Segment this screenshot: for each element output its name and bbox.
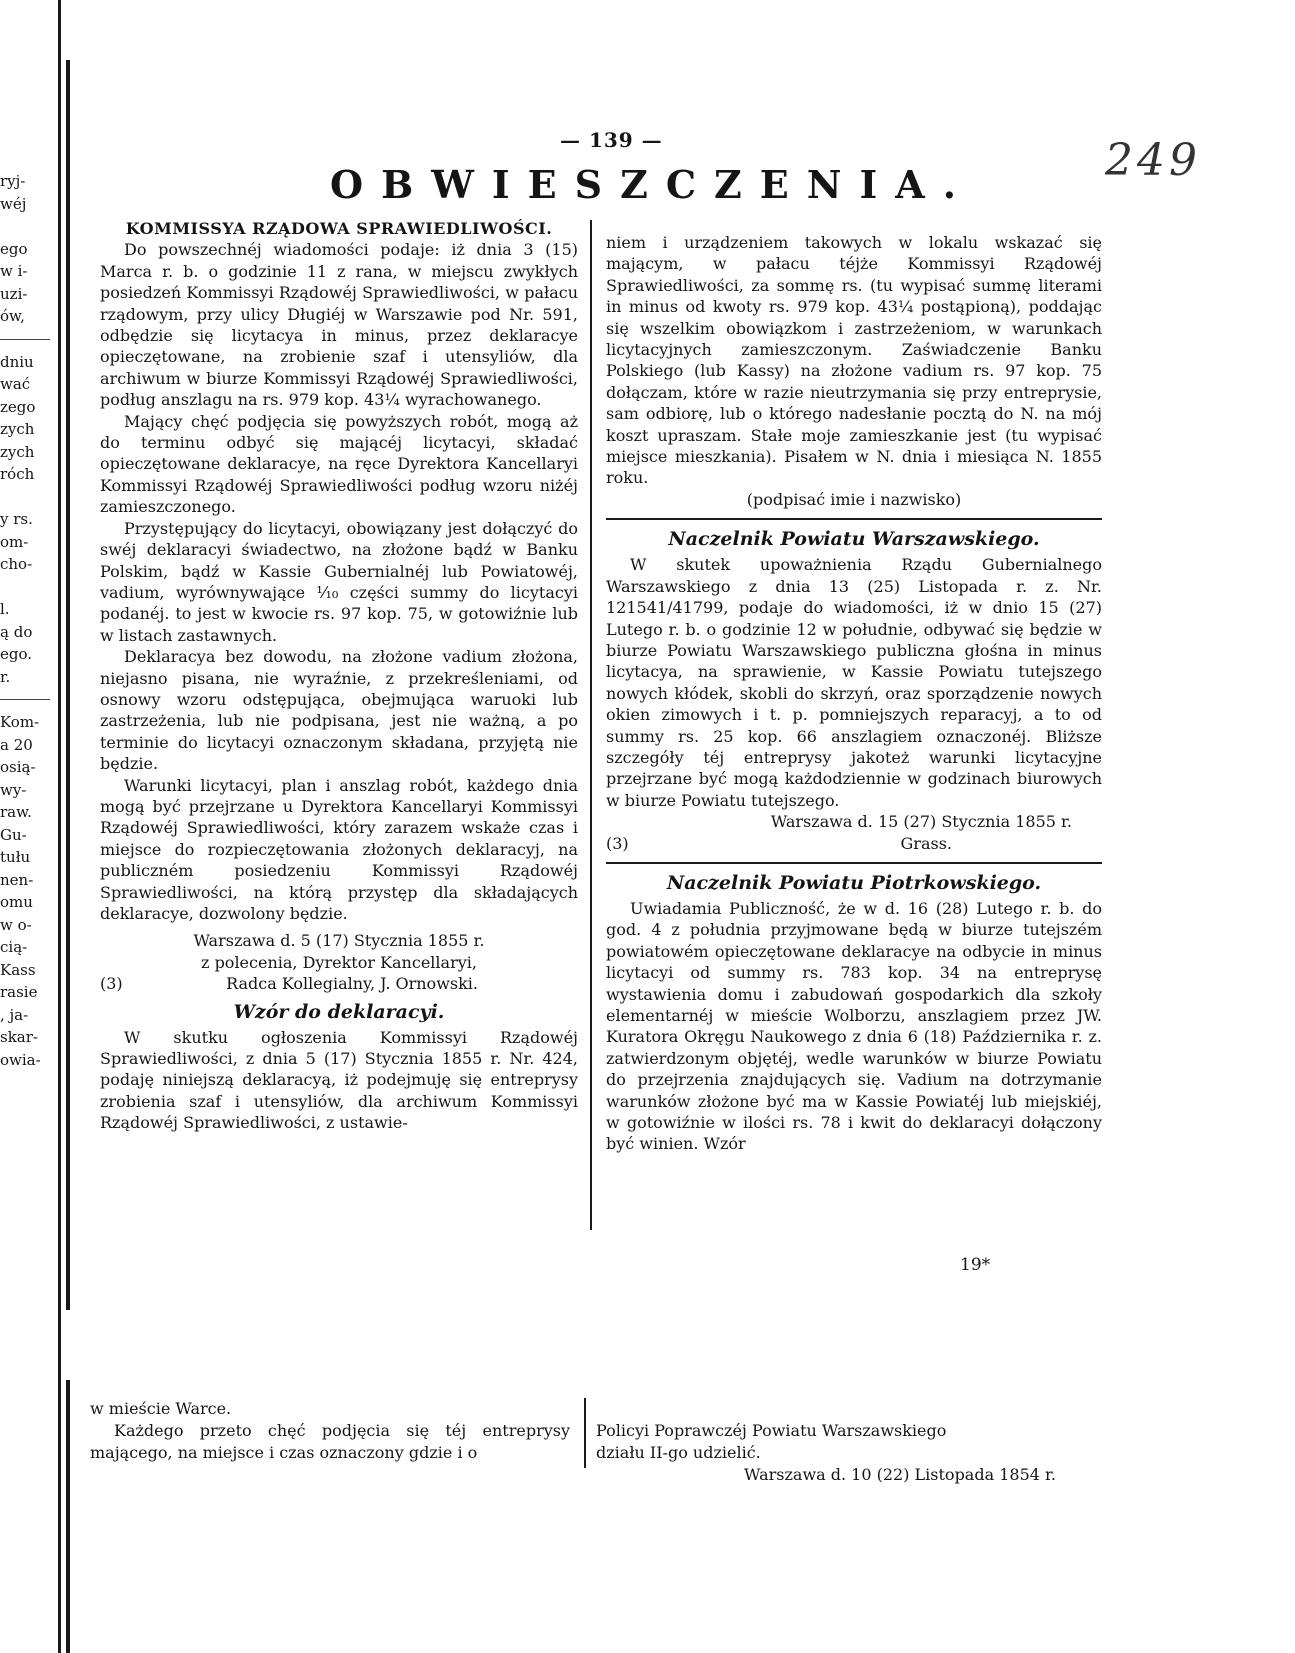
piotrkow-district-heading: Naczelnik Powiatu Piotrkowskiego. <box>666 871 1042 894</box>
margin-fragment: raw. <box>0 803 32 821</box>
margin-fragment: om- <box>0 532 29 551</box>
margin-fragment: ą do <box>0 622 33 641</box>
page-number-header: — 139 — <box>560 128 663 152</box>
margin-fragment: skar- <box>0 1028 38 1046</box>
margin-fragment: wéj <box>0 194 27 213</box>
margin-fragment <box>0 215 50 238</box>
margin-fragment: wać <box>0 375 31 393</box>
margin-fragment: uzi- <box>0 284 28 303</box>
main-title: OBWIESZCZENIA. <box>330 162 974 207</box>
warsaw-district-heading: Naczelnik Powiatu Warszawskiego. <box>668 528 1040 551</box>
bottom-left-top: w mieście Warce. <box>90 1399 232 1418</box>
notice-paragraph: Do powszechnéj wiadomości podaje: iż dnia 3 (15) Marca r. b. o godzinie 11 z rana, w miejscu zwykłych posiedzeń Kommissyi Rządowéj Sprawiedliwości, w pałacu rządowym, przy ulicy Długiéj w Warszawie pod Nr. 591, odbędzie się licytacya in minus, przez deklaracye opieczętowane, na zrobienie szaf i utensyliów, dla archiwum w biurze Kommissyi Rządowéj Sprawiedliwości, podług anszlagu na rs. 979 kop. 43¼ wyrachowanego. <box>100 240 578 410</box>
page-edge-line <box>58 0 61 1653</box>
margin-fragment: dniu <box>0 352 34 371</box>
margin-fragment: wy- <box>0 780 27 799</box>
margin-fragment: l. <box>0 600 10 618</box>
margin-group-3 <box>0 711 50 1071</box>
bottom-right-mid: działu II-go udzielić. <box>596 1443 761 1462</box>
margin-fragment: ów, <box>0 307 25 325</box>
notice-number: (3) <box>100 974 123 994</box>
margin-fragment: cią- <box>0 938 28 956</box>
bottom-left-fragment <box>90 1398 570 1464</box>
notice-paragraph: Deklaracya bez dowodu, na złożone vadium złożona, niejasno pisana, nie wyraźnie, z przekreśleniami, od osnowy wzoru odstępująca, obejmująca waruoki lub zastrzeżenia, lub nie podpisana, jest nie ważną, a po terminie do licytacyi oznaczonym składana, przyjętą nie będzie. <box>100 647 578 774</box>
margin-fragment: a 20 <box>0 735 33 754</box>
form-paragraph: W skutku ogłoszenia Kommissyi Rządowéj Sprawiedliwości, z dnia 5 (17) Stycznia 1855 r. Nr. 424, podaję niniejszą deklaracyą, iż podejmuję się entreprysy zrobienia szaf i utensyliów, dla archiwum Kommissyi Rządowéj Sprawiedliwości, z ustawie- <box>100 1027 578 1133</box>
form-signature-hint: (podpisać imie i nazwisko) <box>746 489 962 509</box>
margin-fragment: Kom- <box>0 713 40 731</box>
margin-fragment: r. <box>0 667 11 686</box>
notice-authority-line: z polecenia, Dyrektor Kancellaryi, <box>201 952 477 972</box>
margin-fragment: tułu <box>0 848 31 866</box>
notice-separator <box>606 862 1102 864</box>
margin-group-2 <box>0 351 50 689</box>
margin-divider <box>0 339 50 340</box>
page-edge-line-bold <box>66 60 70 1310</box>
bottom-column-divider <box>584 1398 586 1468</box>
bottom-right-date: Warszawa d. 10 (22) Listopada 1854 r. <box>744 1465 1056 1484</box>
warsaw-district-signature-row <box>606 833 1102 854</box>
bottom-right-fragment <box>596 1420 1096 1486</box>
margin-fragment: róch <box>0 465 35 483</box>
margin-fragment <box>0 486 50 509</box>
margin-fragment: Kass <box>0 960 36 979</box>
margin-fragment: zych <box>0 420 35 438</box>
margin-fragment: y rs. <box>0 510 33 528</box>
margin-fragment: ego. <box>0 645 33 663</box>
margin-fragment: cho- <box>0 555 33 573</box>
warsaw-district-text: W skutek upoważnienia Rządu Gubernialnego Warszawskiego z dnia 13 (25) Listopada r. z. Nr. 121541/41799, podaje do wiadomości, iż w dnio 15 (27) Lutego r. b. o godzinie 12 w południe, odbywać się będzie w biurze Powiatu Warszawskiego publiczna głośna in minus licytacya, na sprawienie, w Kassie Powiatu tutejszego nowych kłódek, skobli do skrzyń, oraz sporządzenie nowych okien zimowych i t. p. pomniejszych reparacyj, a to od summy rs. 25 kop. 66 anszlagiem oznaczonéj. Bliższe szczegóły téj entreprysy jakoteż warunki licytacyjne przejrzane być mogą każdodziennie w godzinach biurowych w biurze Powiatu tutejszego. <box>606 555 1102 810</box>
bottom-rule-left <box>66 1380 70 1653</box>
margin-fragment: w o- <box>0 915 32 934</box>
notice-separator <box>606 518 1102 520</box>
notice-paragraph: Przystępujący do licytacyi, obowiązany jest dołączyć do swéj deklaracyi świadectwo, na złożone bądź w Banku Polskim, bądź w Kassie Gubernialnéj lub Powiatowéj, vadium, wyrównywające ¹⁄₁₀ części summy do licytacyi podanéj. to jest w kwocie rs. 97 kop. 75, w gotowiźnie lub w listach zastawnych. <box>100 518 578 645</box>
margin-fragment <box>0 576 50 599</box>
margin-fragment: rasie <box>0 983 38 1001</box>
notice-signature-row <box>100 973 578 994</box>
notice-signature: Radca Kollegialny, J. Ornowski. <box>226 974 478 994</box>
bottom-left-paragraph: Każdego przeto chęć podjęcia się téj entreprysy mającego, na miejsce i czas oznaczony gdzie i o <box>90 1421 570 1462</box>
commission-heading: KOMMISSYA RZĄDOWA SPRAWIEDLIWOŚCI. <box>125 219 553 238</box>
margin-fragment: omu <box>0 893 33 911</box>
sheet-signature: 19* <box>960 1255 991 1275</box>
piotrkow-district-text: Uwiadamia Publiczność, że w d. 16 (28) Lutego r. b. do god. 4 z południa przyjmowane będą w biurze tutejszém powiatowém opieczętowane deklaracye na odbycie in minus licytacyi od summy rs. 783 kop. 34 na entreprysę wystawienia domu i zabudowań gospodarkich dla szkoły elementarnéj w mieście Wolborzu, anszlagiem przez JW. Kuratora Okręgu Naukowego z dnia 6 (18) Października r. z. zatwierdzonym objętéj, wedle warunków w biurze Powiatu do przejrzenia znajdujących się. Vadium na dotrzymanie warunków złożone być ma w Kassie Powiatéj lub miejskiéj, w gotowiźnie w ilości rs. 78 i kwit do deklaracyi dołączony być winien. Wzór <box>606 898 1102 1154</box>
bottom-right-top: Policyi Poprawczéj Powiatu Warszawskiego <box>596 1421 947 1440</box>
margin-fragment: ego <box>0 239 28 258</box>
notice-paragraph: Mający chęć podjęcia się powyższych robót, mogą aż do terminu odbyć się mającéj licytacyi, składać opieczętowane deklaracye, na ręce Dyrektora Kancellaryi Kommissyi Rządowéj Sprawiedliwości podług wzoru niżéj zamieszczonego. <box>100 411 578 517</box>
margin-fragment: ryj- <box>0 172 26 190</box>
right-column <box>606 232 1102 1155</box>
form-continuation: niem i urządzeniem takowych w lokalu wskazać się mającym, w pałacu téjże Kommissyi Rządowéj Sprawiedliwości, za sommę rs. (tu wypisać summę literami in minus od kwoty rs. 979 kop. 43¼ postąpioną), poddając się wszelkim obowiązkom i zastrzeżeniom, w warunkach licytacyjnych zamieszczonym. Zaświadczenie Banku Polskiego (lub Kassy) na złożone vadium rs. 97 kop. 75 dołączam, które w razie nieutrzymania się przy entreprysie, sam odbiorę, lub o którego nadesłanie pocztą do N. na mój koszt upraszam. Stałe moje zamieszkanie jest (tu wypisać miejsce mieszkania). Pisałem w N. dnia i miesiąca N. 1855 roku. <box>606 233 1102 488</box>
margin-fragment: , ja- <box>0 1005 29 1024</box>
notice-number: (3) <box>606 833 629 853</box>
margin-fragment: w i- <box>0 262 28 280</box>
notice-paragraph: Warunki licytacyi, plan i anszlag robót, każdego dnia mogą być przejrzane u Dyrektora Kancellaryi Kommissyi Rządowéj Sprawiedliwości, który zarazem wskaże czas i miejsce do rozpieczętowania złożonych deklaracyj, na publiczném posiedzeniu Kommissyi Rządowéj Sprawiedliwości, na którą przystęp dla składających deklaracye, dozwolony będzie. <box>100 775 578 923</box>
margin-fragment: zego <box>0 397 36 416</box>
form-heading: Wzór do deklaracyi. <box>233 1000 445 1023</box>
margin-fragment: nen- <box>0 870 34 889</box>
margin-fragment: Gu- <box>0 825 27 844</box>
notice-date-line: Warszawa d. 5 (17) Stycznia 1855 r. <box>193 931 485 951</box>
margin-fragment: owia- <box>0 1050 41 1069</box>
left-column <box>100 218 578 1134</box>
margin-fragment: osią- <box>0 758 36 776</box>
margin-divider <box>0 699 50 700</box>
handwritten-page-note: 249 <box>1105 135 1201 186</box>
margin-group-1 <box>0 170 50 328</box>
margin-fragment: zych <box>0 442 35 461</box>
column-divider <box>590 220 592 1230</box>
left-margin-fragments <box>0 170 50 1071</box>
warsaw-district-signature: Grass. <box>900 833 952 853</box>
warsaw-district-date: Warszawa d. 15 (27) Stycznia 1855 r. <box>770 812 1072 832</box>
